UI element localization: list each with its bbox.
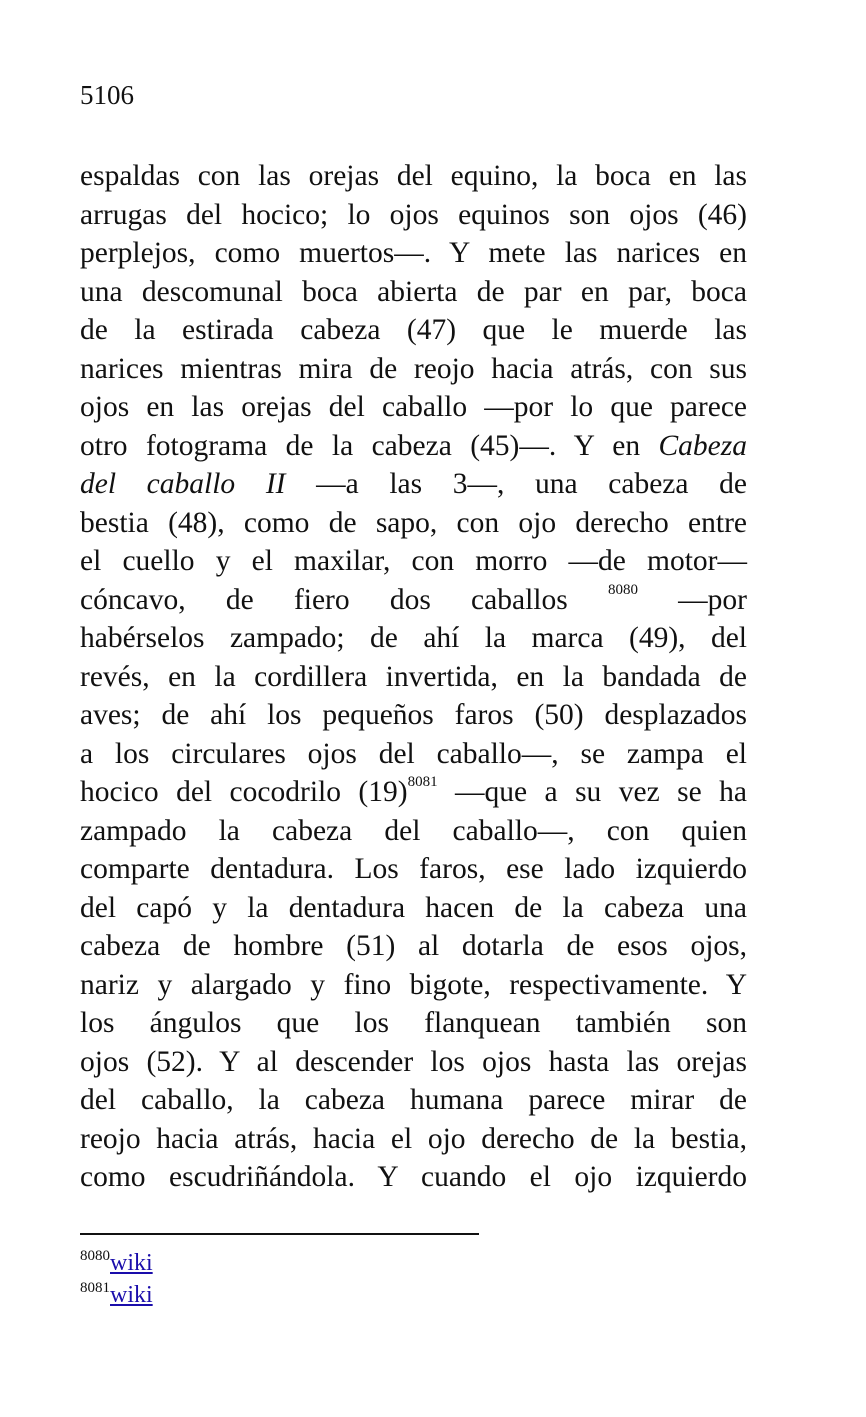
text-line: los ángulos que los flanquean también son xyxy=(80,1007,747,1039)
text-line xyxy=(80,773,747,812)
footnote-mark: 8080 xyxy=(80,1248,110,1264)
footnote-separator xyxy=(80,1233,479,1235)
text-line: del caballo, la cabeza humana parece mirar de xyxy=(80,1084,747,1116)
text-line: revés, en la cordillera invertida, en la bandada de xyxy=(80,660,747,693)
text-line xyxy=(80,427,747,466)
text-line: ojos (52). Y al descender los ojos hasta las orejas xyxy=(80,1045,747,1078)
footnote-wiki-link[interactable]: wiki xyxy=(110,1282,153,1308)
footnotes xyxy=(80,1247,153,1311)
text-line: nariz y alargado y fino bigote, respectivamente. Y xyxy=(80,968,747,1001)
text-segment: ―que a su vez se ha xyxy=(437,776,747,808)
italic-title-segment: del caballo II xyxy=(80,468,286,500)
text-segment: otro fotograma de la cabeza (45)―. Y en xyxy=(80,429,659,462)
text-line: narices mientras mira de reojo hacia atrás, con sus xyxy=(80,352,747,385)
text-line: comparte dentadura. Los faros, ese lado izquierdo xyxy=(80,853,747,885)
footnote-reference-8080[interactable]: 8080 xyxy=(607,581,638,598)
text-line: bestia (48), como de sapo, con ojo derecho entre xyxy=(80,506,747,539)
text-line: perplejos, como muertos―. Y mete las narices en xyxy=(80,237,747,269)
text-line: arrugas del hocico; lo ojos equinos son ojos (46) xyxy=(80,198,747,231)
footnote-wiki-link[interactable]: wiki xyxy=(110,1250,153,1276)
footnote-8081 xyxy=(80,1279,153,1311)
text-line: el cuello y el maxilar, con morro ―de motor― xyxy=(80,545,747,577)
text-line: de la estirada cabeza (47) que le muerde las xyxy=(80,314,747,346)
text-line: zampado la cabeza del caballo―, con quien xyxy=(80,814,747,847)
italic-title-word: Cabeza xyxy=(658,429,747,462)
text-segment: ―a las 3―, una cabeza de xyxy=(285,468,747,500)
text-line xyxy=(80,465,747,504)
text-line: cabeza de hombre (51) al dotarla de esos ojos, xyxy=(80,930,747,962)
text-line: una descomunal boca abierta de par en par, boca xyxy=(80,275,747,308)
text-line: espaldas con las orejas del equino, la boca en las xyxy=(80,160,747,192)
text-segment: ―por xyxy=(637,583,748,616)
text-line: habérselos zampado; de ahí la marca (49), del xyxy=(80,622,747,654)
text-line: reojo hacia atrás, hacia el ojo derecho de la bestia, xyxy=(80,1122,747,1155)
page-number: 5106 xyxy=(80,80,134,110)
text-line: ojos en las orejas del caballo ―por lo que parece xyxy=(80,391,747,423)
text-segment: cóncavo, de fiero dos caballos xyxy=(80,583,608,616)
text-segment: hocico del cocodrilo (19) xyxy=(80,776,408,808)
footnote-reference-8081[interactable]: 8081 xyxy=(407,774,438,790)
text-line: como escudriñándola. Y cuando el ojo izquierdo xyxy=(80,1161,747,1193)
body-text xyxy=(80,157,747,1197)
text-line xyxy=(80,581,747,620)
footnote-8080 xyxy=(80,1247,153,1279)
text-line: aves; de ahí los pequeños faros (50) desplazados xyxy=(80,699,747,731)
text-line: a los circulares ojos del caballo―, se zampa el xyxy=(80,737,747,770)
footnote-mark: 8081 xyxy=(80,1280,110,1296)
text-line: del capó y la dentadura hacen de la cabeza una xyxy=(80,891,747,924)
